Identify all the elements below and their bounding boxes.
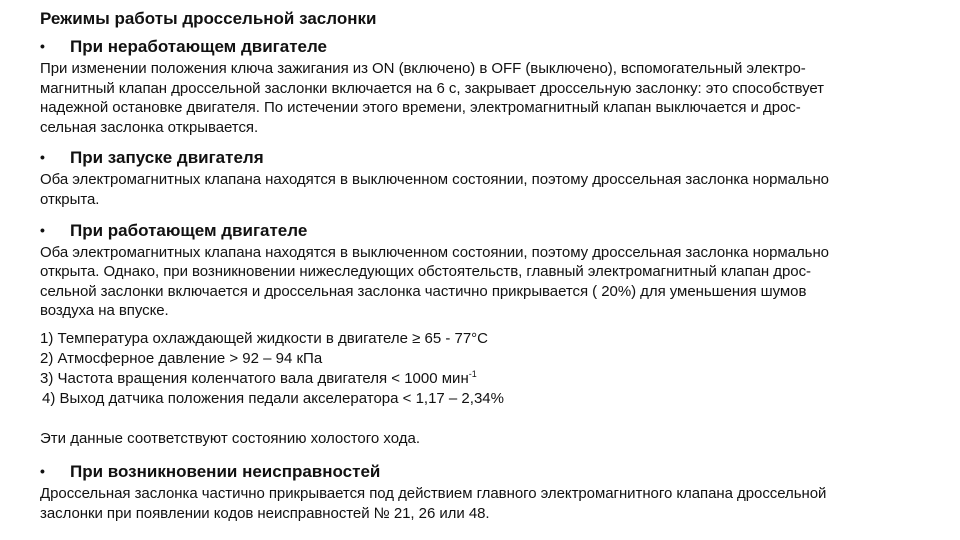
- condition-item: [40, 369, 945, 389]
- paragraph-line: Оба электромагнитных клапана находятся в выключенном состоянии, поэтому дроссельная заслонка нормально: [40, 243, 829, 261]
- section-heading: [40, 461, 945, 482]
- section-engine-running: [40, 220, 945, 449]
- bullet-icon: •: [40, 149, 45, 166]
- document-page: [40, 8, 945, 523]
- paragraph-line: Дроссельная заслонка частично прикрывается под действием главного электромагнитного клапана дроссельной: [40, 484, 827, 502]
- paragraph-line: сельная заслонка открывается.: [40, 118, 259, 136]
- paragraph-line: открыта.: [40, 190, 100, 208]
- condition-text: 3) Частота вращения коленчатого вала двигателя < 1000 мин: [40, 369, 469, 387]
- bullet-icon: •: [40, 38, 45, 54]
- section-heading: [40, 220, 945, 241]
- section-heading: [40, 36, 945, 57]
- page-title: Режимы работы дроссельной заслонки: [40, 9, 377, 28]
- section-engine-off: [40, 36, 945, 137]
- conditions-list: [40, 329, 945, 409]
- section-engine-start: [40, 147, 945, 209]
- condition-item: 2) Атмосферное давление > 92 – 94 кПа: [40, 349, 323, 367]
- paragraph-line: надежной остановке двигателя. По истечении этого времени, электромагнитный клапан выключается и дрос-: [40, 99, 801, 117]
- section-paragraph: [40, 484, 945, 523]
- unit-superscript: -1: [468, 368, 477, 379]
- bullet-icon: •: [40, 462, 45, 479]
- paragraph-line: заслонки при появлении кодов неисправностей № 21, 26 или 48.: [40, 504, 490, 522]
- paragraph-line: сельной заслонки включается и дроссельная заслонка частично прикрывается ( 20%) для уменьшения шумов: [40, 282, 807, 300]
- bullet-icon: •: [40, 221, 45, 238]
- paragraph-line: открыта. Однако, при возникновении нижеследующих обстоятельств, главный электромагнитный клапан дрос-: [40, 263, 811, 281]
- section-malfunction: [40, 461, 945, 523]
- note-text: Эти данные соответствуют состоянию холостого хода.: [40, 429, 421, 447]
- paragraph-line: магнитный клапан дроссельной заслонки включается на 6 с, закрывает дроссельную заслонку: это способствует: [40, 79, 824, 97]
- paragraph-line: воздуха на впуске.: [40, 302, 169, 320]
- paragraph-line: При изменении положения ключа зажигания из ON (включено) в OFF (выключено), вспомогательный электро-: [40, 60, 806, 77]
- section-paragraph: [40, 59, 945, 137]
- paragraph-line: Оба электромагнитных клапана находятся в выключенном состоянии, поэтому дроссельная заслонка нормально: [40, 171, 829, 189]
- section-heading-text: При возникновении неисправностей: [70, 461, 381, 481]
- condition-item: 1) Температура охлаждающей жидкости в двигателе ≥ 65 - 77°C: [40, 329, 489, 347]
- section-heading-text: При неработающем двигателе: [70, 37, 328, 56]
- section-heading-text: При работающем двигателе: [70, 220, 308, 240]
- section-paragraph: [40, 170, 945, 209]
- section-paragraph: [40, 243, 945, 321]
- section-heading: [40, 147, 945, 168]
- section-heading-text: При запуске двигателя: [70, 148, 264, 168]
- condition-item: 4) Выход датчика положения педали акселератора < 1,17 – 2,34%: [42, 389, 504, 407]
